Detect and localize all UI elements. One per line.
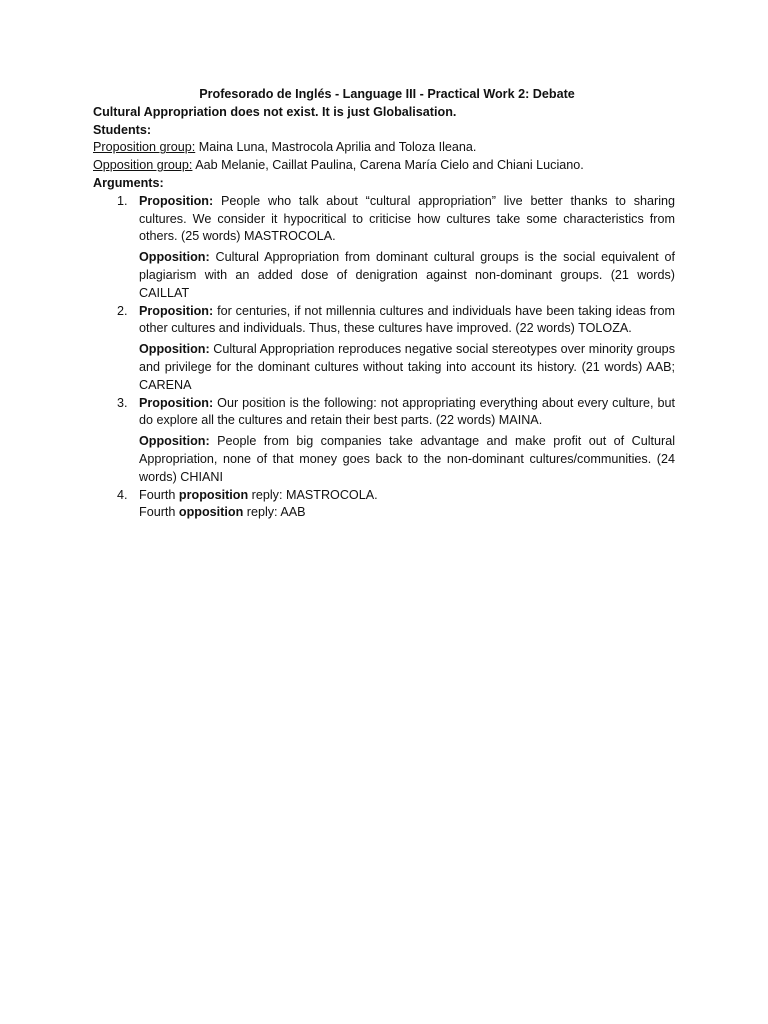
argument-number: 3. <box>117 395 128 410</box>
proposition-argument <box>139 395 675 431</box>
arguments-heading: Arguments: <box>93 175 164 190</box>
proposition-text: People who talk about “cultural appropriation” live better thanks to sharing cultures. We consider it hypocritical to criticise how cultures take some characteristics from others. (25 words) MASTROCOLA. <box>139 193 675 244</box>
reply-side-label: opposition <box>178 505 244 520</box>
opposition-argument <box>139 433 675 486</box>
proposition-argument <box>139 303 675 339</box>
opposition-label: Opposition: <box>139 342 210 357</box>
reply-side-label: proposition <box>178 487 249 502</box>
document-title: Profesorado de Inglés - Language III - Practical Work 2: Debate <box>199 87 575 101</box>
opposition-group-line <box>93 157 675 175</box>
opposition-text: People from big companies take advantage and make profit out of Cultural Appropriation, none of that money goes back to the non-dominant cultures/communities. (24 words) CHIANI <box>139 434 675 484</box>
proposition-group-label: Proposition group: <box>93 140 196 155</box>
argument-number: 2. <box>117 303 128 318</box>
opposition-argument <box>139 249 675 302</box>
proposition-text: Our position is the following: not appropriating everything about every culture, but do explore all the cultures and retain their best parts. (22 words) MAINA. <box>139 395 675 428</box>
proposition-group-line <box>93 139 675 157</box>
reply-prefix: Fourth <box>139 505 179 520</box>
arguments-list <box>93 193 675 522</box>
document-body <box>93 86 675 522</box>
argument-item-1 <box>93 193 675 303</box>
debate-motion: Cultural Appropriation does not exist. It is just Globalisation. <box>93 104 457 119</box>
argument-item-2 <box>93 303 675 395</box>
proposition-label: Proposition: <box>139 193 214 208</box>
opposition-label: Opposition: <box>139 434 210 449</box>
proposition-label: Proposition: <box>139 395 214 410</box>
reply-text: reply: AAB <box>243 505 306 520</box>
opposition-group-members: Aab Melanie, Caillat Paulina, Carena María Cielo and Chiani Luciano. <box>192 158 584 173</box>
opposition-group-label: Opposition group: <box>93 158 193 173</box>
proposition-group-members: Maina Luna, Mastrocola Aprilia and Toloza Ileana. <box>195 140 477 155</box>
proposition-label: Proposition: <box>139 303 214 318</box>
opposition-text: Cultural Appropriation reproduces negative social stereotypes over minority groups and privilege for the dominant cultures without taking into account its history. (21 words) AAB; CARENA <box>139 342 675 392</box>
students-heading: Students: <box>93 122 152 137</box>
fourth-opposition-reply <box>139 504 675 522</box>
opposition-label: Opposition: <box>139 250 210 265</box>
proposition-argument <box>139 193 675 246</box>
opposition-argument <box>139 341 675 394</box>
opposition-text: Cultural Appropriation from dominant cultural groups is the social equivalent of plagiarism with an added dose of denigration against non-dominant groups. (21 words) CAILLAT <box>139 250 675 300</box>
argument-number: 4. <box>117 487 128 502</box>
argument-number: 1. <box>117 193 128 208</box>
reply-prefix: Fourth <box>139 487 179 502</box>
proposition-text: for centuries, if not millennia cultures and individuals have been taking ideas from other cultures and individuals. Thus, these cultures have improved. (22 words) TOLOZA. <box>139 303 675 336</box>
reply-text: reply: MASTROCOLA. <box>248 487 378 502</box>
fourth-proposition-reply <box>139 487 675 505</box>
argument-item-3 <box>93 395 675 487</box>
argument-item-4 <box>93 487 675 523</box>
